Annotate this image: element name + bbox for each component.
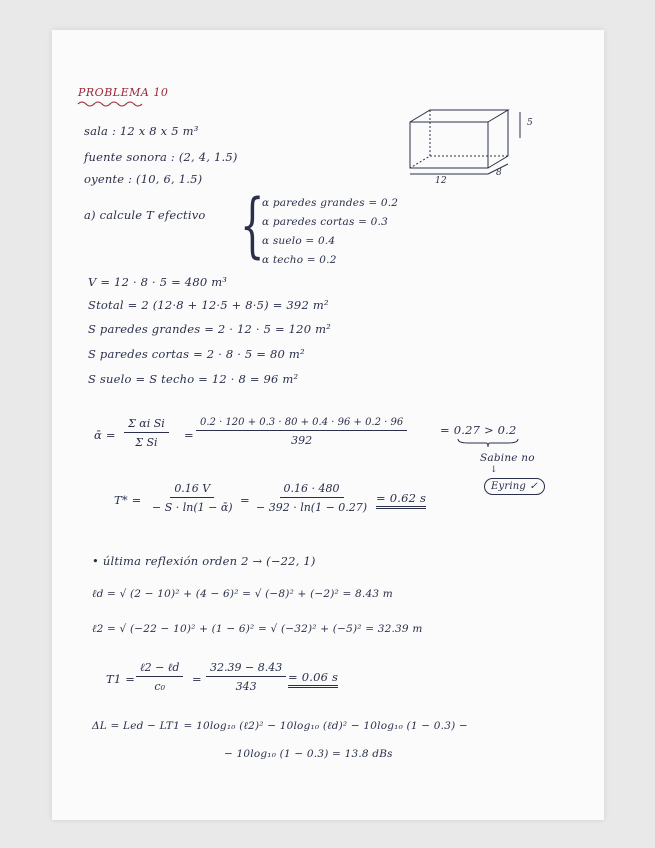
alpha-den-numeric: 392: [291, 434, 313, 447]
alpha-fraction-symbolic: [124, 417, 169, 449]
room-dimensions: sala : 12 x 8 x 5 m³: [84, 124, 199, 138]
tstar-lhs: T* =: [114, 493, 142, 507]
equals-sign: =: [192, 672, 202, 686]
problem-title: PROBLEMA 10: [78, 86, 169, 99]
volume-line: V = 12 · 8 · 5 = 480 m³: [88, 275, 228, 289]
box-length-label: 12: [435, 176, 447, 186]
coef-floor: α suelo = 0.4: [262, 235, 336, 247]
coefficients-brace: {: [240, 184, 265, 266]
alpha-num-symbolic: Σ αi Si: [124, 417, 169, 433]
title-underline: [78, 100, 148, 110]
tstar-result: [376, 491, 426, 505]
delta-l-line-2: − 10log₁₀ (1 − 0.3) = 13.8 dBs: [224, 748, 393, 760]
t1-result-value: = 0.06 s: [288, 670, 338, 688]
box-depth-label: 8: [496, 168, 502, 178]
s-large-walls-line: S paredes grandes = 2 · 12 · 5 = 120 m²: [88, 322, 331, 336]
part-a-text: a) calcule T efectivo: [84, 208, 206, 222]
coef-walls-large: α paredes grandes = 0.2: [262, 197, 399, 209]
equals-sign: =: [184, 428, 194, 442]
t1-fraction-numeric: [206, 661, 286, 693]
delta-l-line-1: ΔL = Led − LT1 = 10log₁₀ (ℓ2)² − 10log₁₀ (ℓd)² − 10log₁₀ (1 − 0.3) −: [92, 720, 468, 732]
tstar-num-symbolic: 0.16 V: [170, 482, 214, 498]
tstar-fraction-symbolic: [152, 482, 233, 514]
alpha-result: = 0.27 > 0.2: [440, 423, 517, 437]
s-short-walls-line: S paredes cortas = 2 · 8 · 5 = 80 m²: [88, 347, 305, 361]
equals-sign: =: [240, 493, 250, 507]
tstar-fraction-numeric: [256, 482, 367, 514]
reflection-heading: • última reflexión orden 2 → (−22, 1): [92, 554, 316, 568]
direct-distance-line: ℓd = √ (2 − 10)² + (4 − 6)² = √ (−8)² + (−2)² = 8.43 m: [92, 588, 393, 600]
reflected-distance-line: ℓ2 = √ (−22 − 10)² + (1 − 6)² = √ (−32)² + (−5)² = 32.39 m: [92, 623, 423, 635]
listener-position: oyente : (10, 6, 1.5): [84, 172, 203, 186]
t1-den-symbolic: c₀: [154, 680, 165, 693]
eyring-note: Eyring ✓: [484, 478, 545, 495]
stotal-line: Stotal = 2 (12·8 + 12·5 + 8·5) = 392 m²: [88, 298, 329, 312]
room-box-sketch: [408, 108, 528, 178]
result-brace: [458, 438, 518, 448]
box-height-label: 5: [527, 118, 533, 128]
tstar-result-value: = 0.62 s: [376, 491, 426, 509]
alpha-den-symbolic: Σ Si: [135, 436, 158, 449]
s-floor-ceiling-line: S suelo = S techo = 12 · 8 = 96 m²: [88, 372, 299, 386]
tstar-num-numeric: 0.16 · 480: [280, 482, 344, 498]
coef-ceiling: α techo = 0.2: [262, 254, 337, 266]
coef-walls-short: α paredes cortas = 0.3: [262, 216, 388, 228]
tstar-den-symbolic: − S · ln(1 − ᾱ): [152, 501, 233, 514]
t1-result: [288, 670, 338, 684]
source-position: fuente sonora : (2, 4, 1.5): [84, 150, 238, 164]
alpha-fraction-numeric: [196, 417, 407, 447]
t1-fraction-symbolic: [136, 661, 183, 693]
t1-num-numeric: 32.39 − 8.43: [206, 661, 286, 677]
arrow-down: ↓: [490, 465, 498, 475]
sabine-note: Sabine no: [480, 452, 535, 464]
part-a-label: [84, 208, 206, 222]
t1-den-numeric: 343: [235, 680, 257, 693]
t1-num-symbolic: ℓ2 − ℓd: [136, 661, 183, 677]
alpha-lhs: ᾱ =: [94, 428, 116, 442]
alpha-num-numeric: 0.2 · 120 + 0.3 · 80 + 0.4 · 96 + 0.2 · 96: [196, 417, 407, 431]
t1-lhs: T1 =: [106, 672, 136, 686]
tstar-den-numeric: − 392 · ln(1 − 0.27): [256, 501, 368, 514]
